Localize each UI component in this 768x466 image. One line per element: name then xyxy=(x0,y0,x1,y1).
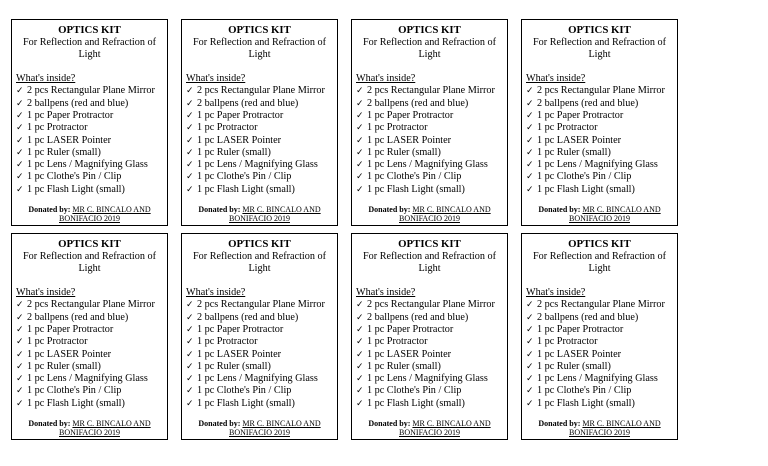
checkmark-icon: ✓ xyxy=(16,172,24,183)
item-text: 2 pcs Rectangular Plane Mirror xyxy=(367,299,495,311)
checkmark-icon: ✓ xyxy=(186,110,194,121)
item-text: 2 pcs Rectangular Plane Mirror xyxy=(27,299,155,311)
checkmark-icon: ✓ xyxy=(186,300,194,311)
list-item xyxy=(186,110,333,122)
checkmark-icon: ✓ xyxy=(356,300,364,311)
checkmark-icon: ✓ xyxy=(526,374,534,385)
item-text: 1 pc Flash Light (small) xyxy=(367,397,465,409)
list-item xyxy=(356,373,503,385)
list-item xyxy=(356,110,503,122)
kit-label-card xyxy=(11,233,168,440)
donor-credit xyxy=(16,419,163,437)
list-item xyxy=(526,171,673,183)
item-text: 1 pc Clothe's Pin / Clip xyxy=(367,385,462,397)
item-text: 2 ballpens (red and blue) xyxy=(537,97,639,109)
checkmark-icon: ✓ xyxy=(526,86,534,97)
card-title: OPTICS KIT xyxy=(398,24,461,36)
list-item xyxy=(186,324,333,336)
item-text: 2 pcs Rectangular Plane Mirror xyxy=(27,85,155,97)
item-text: 1 pc Paper Protractor xyxy=(27,323,114,335)
item-text: 2 ballpens (red and blue) xyxy=(27,311,129,323)
checkmark-icon: ✓ xyxy=(186,172,194,183)
list-item xyxy=(186,373,333,385)
list-item xyxy=(16,184,163,196)
checkmark-icon: ✓ xyxy=(16,300,24,311)
checkmark-icon: ✓ xyxy=(526,386,534,397)
list-item xyxy=(186,299,333,311)
checkmark-icon: ✓ xyxy=(16,160,24,171)
checkmark-icon: ✓ xyxy=(356,386,364,397)
item-text: 1 pc Clothe's Pin / Clip xyxy=(537,171,632,183)
item-text: 2 ballpens (red and blue) xyxy=(197,97,299,109)
donor-label: Donated by: xyxy=(538,419,581,429)
whats-inside-heading: What's inside? xyxy=(186,287,246,299)
list-item xyxy=(356,336,503,348)
item-text: 1 pc Flash Light (small) xyxy=(367,183,465,195)
list-item xyxy=(16,361,163,373)
list-item xyxy=(526,135,673,147)
list-item xyxy=(356,361,503,373)
list-item xyxy=(526,398,673,410)
checkmark-icon: ✓ xyxy=(186,361,194,372)
checkmark-icon: ✓ xyxy=(186,98,194,109)
item-text: 1 pc Ruler (small) xyxy=(537,146,611,158)
checkmark-icon: ✓ xyxy=(16,110,24,121)
list-item xyxy=(356,349,503,361)
donor-label: Donated by: xyxy=(198,419,241,429)
item-text: 1 pc Flash Light (small) xyxy=(537,397,635,409)
item-text: 1 pc Ruler (small) xyxy=(197,360,271,372)
item-text: 1 pc Lens / Magnifying Glass xyxy=(197,373,318,385)
donor-credit xyxy=(186,205,333,223)
checkmark-icon: ✓ xyxy=(356,337,364,348)
item-text: 1 pc Paper Protractor xyxy=(27,109,114,121)
donor-credit xyxy=(526,419,673,437)
card-subtitle: For Reflection and Refraction of Light xyxy=(23,36,156,60)
checkmark-icon: ✓ xyxy=(186,160,194,171)
item-text: 1 pc LASER Pointer xyxy=(197,348,282,360)
list-item xyxy=(356,184,503,196)
list-item xyxy=(526,336,673,348)
item-text: 2 pcs Rectangular Plane Mirror xyxy=(197,299,325,311)
list-item xyxy=(16,135,163,147)
checkmark-icon: ✓ xyxy=(526,398,534,409)
item-text: 1 pc Flash Light (small) xyxy=(27,183,125,195)
item-text: 1 pc Clothe's Pin / Clip xyxy=(537,385,632,397)
item-text: 1 pc Protractor xyxy=(537,336,598,348)
item-text: 1 pc Protractor xyxy=(367,122,428,134)
list-item xyxy=(526,110,673,122)
item-text: 1 pc Lens / Magnifying Glass xyxy=(197,159,318,171)
item-text: 1 pc Ruler (small) xyxy=(197,146,271,158)
list-item xyxy=(356,398,503,410)
checkmark-icon: ✓ xyxy=(356,374,364,385)
donor-name: MR C. BINCALO AND BONIFACIO 2019 xyxy=(59,205,151,224)
item-text: 1 pc Ruler (small) xyxy=(537,360,611,372)
item-text: 1 pc LASER Pointer xyxy=(27,134,112,146)
item-text: 2 ballpens (red and blue) xyxy=(367,311,469,323)
checkmark-icon: ✓ xyxy=(356,324,364,335)
item-text: 1 pc LASER Pointer xyxy=(197,134,282,146)
list-item xyxy=(16,85,163,97)
contents-list xyxy=(16,299,163,410)
checkmark-icon: ✓ xyxy=(16,98,24,109)
checkmark-icon: ✓ xyxy=(16,349,24,360)
whats-inside-heading: What's inside? xyxy=(526,73,586,85)
item-text: 2 ballpens (red and blue) xyxy=(367,97,469,109)
donor-label: Donated by: xyxy=(28,205,71,215)
contents-list xyxy=(186,299,333,410)
list-item xyxy=(16,147,163,159)
list-item xyxy=(16,373,163,385)
checkmark-icon: ✓ xyxy=(356,172,364,183)
kit-label-card xyxy=(521,19,678,226)
list-item xyxy=(526,85,673,97)
contents-list xyxy=(356,85,503,196)
whats-inside-heading: What's inside? xyxy=(16,73,76,85)
item-text: 1 pc Paper Protractor xyxy=(197,109,284,121)
list-item xyxy=(16,385,163,397)
donor-name: MR C. BINCALO AND BONIFACIO 2019 xyxy=(399,419,491,438)
list-item xyxy=(16,336,163,348)
checkmark-icon: ✓ xyxy=(16,312,24,323)
whats-inside-heading: What's inside? xyxy=(356,73,416,85)
list-item xyxy=(526,122,673,134)
item-text: 1 pc Ruler (small) xyxy=(27,146,101,158)
item-text: 1 pc LASER Pointer xyxy=(537,134,622,146)
checkmark-icon: ✓ xyxy=(186,374,194,385)
card-subtitle: For Reflection and Refraction of Light xyxy=(23,250,156,274)
checkmark-icon: ✓ xyxy=(526,337,534,348)
item-text: 2 pcs Rectangular Plane Mirror xyxy=(367,85,495,97)
list-item xyxy=(186,336,333,348)
list-item xyxy=(356,135,503,147)
checkmark-icon: ✓ xyxy=(16,398,24,409)
list-item xyxy=(526,312,673,324)
kit-label-card xyxy=(351,233,508,440)
card-subtitle: For Reflection and Refraction of Light xyxy=(363,36,496,60)
card-title: OPTICS KIT xyxy=(58,24,121,36)
checkmark-icon: ✓ xyxy=(186,324,194,335)
item-text: 1 pc Flash Light (small) xyxy=(197,183,295,195)
checkmark-icon: ✓ xyxy=(186,147,194,158)
item-text: 1 pc Paper Protractor xyxy=(537,323,624,335)
donor-credit xyxy=(356,419,503,437)
list-item xyxy=(16,98,163,110)
card-title: OPTICS KIT xyxy=(568,238,631,250)
kit-label-card xyxy=(11,19,168,226)
item-text: 1 pc Lens / Magnifying Glass xyxy=(537,373,658,385)
item-text: 1 pc Clothe's Pin / Clip xyxy=(197,385,292,397)
label-sheet xyxy=(11,19,678,440)
donor-name: MR C. BINCALO AND BONIFACIO 2019 xyxy=(59,419,151,438)
donor-credit xyxy=(16,205,163,223)
list-item xyxy=(186,312,333,324)
list-item xyxy=(186,135,333,147)
kit-label-card xyxy=(351,19,508,226)
checkmark-icon: ✓ xyxy=(186,398,194,409)
checkmark-icon: ✓ xyxy=(526,123,534,134)
card-subtitle: For Reflection and Refraction of Light xyxy=(533,36,666,60)
item-text: 2 ballpens (red and blue) xyxy=(537,311,639,323)
checkmark-icon: ✓ xyxy=(16,374,24,385)
item-text: 1 pc Lens / Magnifying Glass xyxy=(367,159,488,171)
whats-inside-heading: What's inside? xyxy=(356,287,416,299)
donor-label: Donated by: xyxy=(368,419,411,429)
checkmark-icon: ✓ xyxy=(356,349,364,360)
list-item xyxy=(356,299,503,311)
list-item xyxy=(526,349,673,361)
list-item xyxy=(526,373,673,385)
list-item xyxy=(356,159,503,171)
checkmark-icon: ✓ xyxy=(526,160,534,171)
checkmark-icon: ✓ xyxy=(16,386,24,397)
checkmark-icon: ✓ xyxy=(356,312,364,323)
list-item xyxy=(356,171,503,183)
checkmark-icon: ✓ xyxy=(526,300,534,311)
list-item xyxy=(16,312,163,324)
checkmark-icon: ✓ xyxy=(186,349,194,360)
checkmark-icon: ✓ xyxy=(16,123,24,134)
checkmark-icon: ✓ xyxy=(356,86,364,97)
list-item xyxy=(186,98,333,110)
list-item xyxy=(526,385,673,397)
checkmark-icon: ✓ xyxy=(356,110,364,121)
card-title: OPTICS KIT xyxy=(58,238,121,250)
checkmark-icon: ✓ xyxy=(16,184,24,195)
item-text: 1 pc Clothe's Pin / Clip xyxy=(27,385,122,397)
list-item xyxy=(16,159,163,171)
card-subtitle: For Reflection and Refraction of Light xyxy=(193,36,326,60)
list-item xyxy=(16,171,163,183)
list-item xyxy=(526,324,673,336)
donor-label: Donated by: xyxy=(198,205,241,215)
checkmark-icon: ✓ xyxy=(186,86,194,97)
checkmark-icon: ✓ xyxy=(356,160,364,171)
contents-list xyxy=(186,85,333,196)
list-item xyxy=(526,98,673,110)
checkmark-icon: ✓ xyxy=(16,135,24,146)
whats-inside-heading: What's inside? xyxy=(526,287,586,299)
card-subtitle: For Reflection and Refraction of Light xyxy=(193,250,326,274)
checkmark-icon: ✓ xyxy=(186,386,194,397)
list-item xyxy=(186,361,333,373)
checkmark-icon: ✓ xyxy=(16,337,24,348)
checkmark-icon: ✓ xyxy=(356,135,364,146)
item-text: 1 pc Protractor xyxy=(537,122,598,134)
item-text: 1 pc Protractor xyxy=(367,336,428,348)
item-text: 1 pc Paper Protractor xyxy=(367,323,454,335)
list-item xyxy=(526,184,673,196)
list-item xyxy=(526,299,673,311)
checkmark-icon: ✓ xyxy=(526,98,534,109)
item-text: 1 pc Lens / Magnifying Glass xyxy=(27,159,148,171)
item-text: 2 ballpens (red and blue) xyxy=(27,97,129,109)
checkmark-icon: ✓ xyxy=(526,147,534,158)
item-text: 1 pc Protractor xyxy=(197,336,258,348)
checkmark-icon: ✓ xyxy=(526,135,534,146)
kit-label-card xyxy=(181,233,338,440)
list-item xyxy=(16,349,163,361)
list-item xyxy=(186,159,333,171)
list-item xyxy=(526,147,673,159)
item-text: 1 pc Flash Light (small) xyxy=(197,397,295,409)
donor-name: MR C. BINCALO AND BONIFACIO 2019 xyxy=(569,419,661,438)
checkmark-icon: ✓ xyxy=(526,324,534,335)
item-text: 1 pc Ruler (small) xyxy=(367,146,441,158)
item-text: 2 ballpens (red and blue) xyxy=(197,311,299,323)
item-text: 1 pc Ruler (small) xyxy=(27,360,101,372)
checkmark-icon: ✓ xyxy=(16,324,24,335)
item-text: 1 pc Clothe's Pin / Clip xyxy=(197,171,292,183)
item-text: 1 pc LASER Pointer xyxy=(367,348,452,360)
list-item xyxy=(186,122,333,134)
contents-list xyxy=(526,85,673,196)
item-text: 1 pc Paper Protractor xyxy=(367,109,454,121)
list-item xyxy=(186,398,333,410)
item-text: 1 pc Paper Protractor xyxy=(197,323,284,335)
item-text: 1 pc Lens / Magnifying Glass xyxy=(27,373,148,385)
item-text: 1 pc LASER Pointer xyxy=(27,348,112,360)
whats-inside-heading: What's inside? xyxy=(186,73,246,85)
donor-name: MR C. BINCALO AND BONIFACIO 2019 xyxy=(569,205,661,224)
list-item xyxy=(356,312,503,324)
item-text: 1 pc Protractor xyxy=(27,336,88,348)
contents-list xyxy=(356,299,503,410)
checkmark-icon: ✓ xyxy=(356,184,364,195)
donor-name: MR C. BINCALO AND BONIFACIO 2019 xyxy=(229,205,321,224)
item-text: 1 pc Clothe's Pin / Clip xyxy=(27,171,122,183)
checkmark-icon: ✓ xyxy=(16,361,24,372)
checkmark-icon: ✓ xyxy=(356,361,364,372)
checkmark-icon: ✓ xyxy=(526,361,534,372)
kit-label-card xyxy=(181,19,338,226)
item-text: 1 pc Protractor xyxy=(197,122,258,134)
item-text: 1 pc Ruler (small) xyxy=(367,360,441,372)
list-item xyxy=(186,184,333,196)
kit-label-card xyxy=(521,233,678,440)
item-text: 1 pc Protractor xyxy=(27,122,88,134)
donor-label: Donated by: xyxy=(28,419,71,429)
donor-name: MR C. BINCALO AND BONIFACIO 2019 xyxy=(229,419,321,438)
list-item xyxy=(186,147,333,159)
checkmark-icon: ✓ xyxy=(16,86,24,97)
checkmark-icon: ✓ xyxy=(186,337,194,348)
card-title: OPTICS KIT xyxy=(568,24,631,36)
checkmark-icon: ✓ xyxy=(526,349,534,360)
list-item xyxy=(526,361,673,373)
list-item xyxy=(186,85,333,97)
list-item xyxy=(16,324,163,336)
card-title: OPTICS KIT xyxy=(228,24,291,36)
card-title: OPTICS KIT xyxy=(398,238,461,250)
checkmark-icon: ✓ xyxy=(526,110,534,121)
checkmark-icon: ✓ xyxy=(356,398,364,409)
checkmark-icon: ✓ xyxy=(356,147,364,158)
card-subtitle: For Reflection and Refraction of Light xyxy=(363,250,496,274)
contents-list xyxy=(526,299,673,410)
checkmark-icon: ✓ xyxy=(356,123,364,134)
donor-name: MR C. BINCALO AND BONIFACIO 2019 xyxy=(399,205,491,224)
donor-label: Donated by: xyxy=(368,205,411,215)
whats-inside-heading: What's inside? xyxy=(16,287,76,299)
item-text: 2 pcs Rectangular Plane Mirror xyxy=(197,85,325,97)
checkmark-icon: ✓ xyxy=(526,172,534,183)
list-item xyxy=(356,147,503,159)
list-item xyxy=(356,385,503,397)
item-text: 1 pc Flash Light (small) xyxy=(537,183,635,195)
donor-credit xyxy=(356,205,503,223)
item-text: 2 pcs Rectangular Plane Mirror xyxy=(537,299,665,311)
checkmark-icon: ✓ xyxy=(186,184,194,195)
checkmark-icon: ✓ xyxy=(186,123,194,134)
card-title: OPTICS KIT xyxy=(228,238,291,250)
list-item xyxy=(526,159,673,171)
item-text: 1 pc LASER Pointer xyxy=(367,134,452,146)
donor-label: Donated by: xyxy=(538,205,581,215)
checkmark-icon: ✓ xyxy=(186,135,194,146)
item-text: 1 pc LASER Pointer xyxy=(537,348,622,360)
list-item xyxy=(16,398,163,410)
list-item xyxy=(16,110,163,122)
checkmark-icon: ✓ xyxy=(526,312,534,323)
card-subtitle: For Reflection and Refraction of Light xyxy=(533,250,666,274)
contents-list xyxy=(16,85,163,196)
list-item xyxy=(356,85,503,97)
list-item xyxy=(16,122,163,134)
list-item xyxy=(356,122,503,134)
checkmark-icon: ✓ xyxy=(186,312,194,323)
checkmark-icon: ✓ xyxy=(356,98,364,109)
donor-credit xyxy=(526,205,673,223)
item-text: 1 pc Clothe's Pin / Clip xyxy=(367,171,462,183)
item-text: 2 pcs Rectangular Plane Mirror xyxy=(537,85,665,97)
list-item xyxy=(356,98,503,110)
list-item xyxy=(186,349,333,361)
list-item xyxy=(186,171,333,183)
list-item xyxy=(16,299,163,311)
item-text: 1 pc Flash Light (small) xyxy=(27,397,125,409)
item-text: 1 pc Lens / Magnifying Glass xyxy=(367,373,488,385)
item-text: 1 pc Lens / Magnifying Glass xyxy=(537,159,658,171)
donor-credit xyxy=(186,419,333,437)
checkmark-icon: ✓ xyxy=(526,184,534,195)
list-item xyxy=(356,324,503,336)
item-text: 1 pc Paper Protractor xyxy=(537,109,624,121)
list-item xyxy=(186,385,333,397)
checkmark-icon: ✓ xyxy=(16,147,24,158)
